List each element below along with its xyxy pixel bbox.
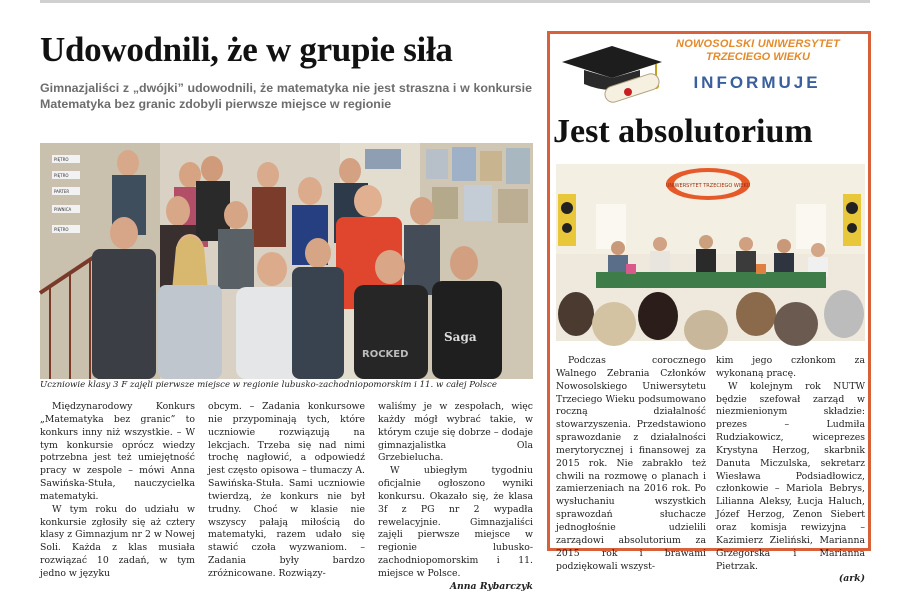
class-group-photo-svg <box>40 143 533 379</box>
floor-sign-2: PIĘTRO <box>54 173 69 178</box>
photo-caption: Uczniowie klasy 3 F zajęli pierwsze miejsce w regionie lubusko-zachodniopomorskim i 11. w całej Polsce <box>40 380 497 390</box>
utw-column-1 <box>556 355 706 573</box>
utw-banner-line1: NOWOSOLSKI UNIWERSYTET <box>676 38 840 50</box>
utw-column-2 <box>716 355 865 586</box>
utw-banner-line2: TRZECIEGO WIEKU <box>706 51 810 63</box>
top-rule <box>40 0 870 3</box>
utw-headline: Jest absolutorium <box>553 113 813 150</box>
floor-sign-5: PIĘTRO <box>54 227 69 232</box>
article-lead: Gimnazjaliści z „dwójki” udowodnili, że matematyka nie jest straszna i w konkursie Matematyka bez granic zdobyli pierwsze miejsce w regionie <box>40 81 532 111</box>
article-column-2 <box>208 401 365 581</box>
article-paragraph: W ubiegłym tygodniu oficjalnie ogłoszono wyniki konkursu. Okazało się, że klasa 3f z PG nr 2 wypadła rewelacyjnie. Gimnazjaliści zajęli pierwsze miejsce w regionie lubusko-zachodniopomorskim i 11. miejsce w Polsce. <box>378 465 533 579</box>
utw-paragraph: Podczas corocznego Walnego Zebrania Członków Nowosolskiego Uniwersytetu Trzeciego Wieku podsumowano roczną działalność stowarzyszenia. Przedstawiono sprawozdanie z działalności merytorycznej i finansowej za 2015 rok. Nie zabrakło też chwili na rozmowę o planach i zamierzeniach na 2016 rok. Po wysłuchaniu wszystkich sprawozdań słuchacze jednogłośnie udzielili zarządowi absolutorium za 2015 rok i brawami podziękowali wszyst- <box>556 355 706 572</box>
article-column-3 <box>378 401 533 594</box>
utw-signature: (ark) <box>838 573 865 585</box>
shirt-text-saga: Saga <box>444 330 477 344</box>
article-paragraph: waliśmy je w zespołach, więc każdy mógł wybrać takie, w którym czuje się dobrze – dodaje gimnazjalistka Ola Grzebielucha. <box>378 401 533 464</box>
article-author: Anna Rybarczyk <box>449 580 533 592</box>
utw-paragraph: kim jego członkom za wykonaną pracę. <box>716 355 865 379</box>
floor-sign-4: PIWNICA <box>54 207 72 212</box>
floor-sign-3: PARTER <box>54 189 70 194</box>
article-column-1 <box>40 401 195 581</box>
article-paragraph: Międzynarodowy Konkurs „Matematyka bez granic” to konkurs inny niż wszystkie. – W tym konkursie oprócz wiedzy potrzebna jest też umiejętność pracy w zespole – mówi Anna Sawińska-Stuła, nauczycielka matematyki. <box>40 401 195 502</box>
utw-banner-inform: INFORMUJE <box>693 73 821 92</box>
article-headline: Udowodnili, że w grupie siła <box>40 30 453 69</box>
shirt-text-rocked: ROCKED <box>362 349 409 360</box>
article-paragraph: W tym roku do udziału w konkursie zgłosiły się aż cztery klasy z Gimnazjum nr 2 w Nowej Soli. Każda z klas musiała rozwiązać 10 zadań, w tym jedno w języku <box>40 503 195 579</box>
article-paragraph: obcym. – Zadania konkursowe nie przypominają tych, które uczniowie rozwiązują na lekcjach. Trzeba się nad nimi trochę nagłowić, a odpowiedź jest często opisowa – tłumaczy A. Sawińska-Stuła. Sami uczniowie twierdzą, że konkurs nie był trudny. Choć w klasie nie wszyscy pałają miłością do matematyki, razem udało się stawić czoła wyzwaniom. – Zadania były bardzo zróżnicowane. Rozwiązy- <box>208 401 365 579</box>
graduation-cap-icon <box>556 40 668 106</box>
floor-sign-1: PIĘTRO <box>54 157 69 162</box>
student-red-face <box>354 185 382 217</box>
meeting-photo-svg <box>556 164 865 341</box>
meeting-photo <box>556 164 865 341</box>
meeting-emblem-text: UNIWERSYTET TRZECIEGO WIEKU <box>665 183 751 189</box>
utw-paragraph: W kolejnym rok NUTW będzie szefował zarząd w niezmienionym składzie: prezes – Ludmiła Rudziakowicz, wiceprezes Krystyna Herzog, skarbnik Danuta Miczulska, sekretarz Wiesława Podsiadłowicz, członkowie – Mariola Bebrys, Lilianna Aleksy, Łucja Haluch, Józef Herzog, Zenon Siebert oraz komisja rewizyjna – Kazimierz Zieliński, Marianna Grzegorska i Marianna Pietrzak. <box>716 380 865 572</box>
class-group-photo <box>40 143 533 379</box>
